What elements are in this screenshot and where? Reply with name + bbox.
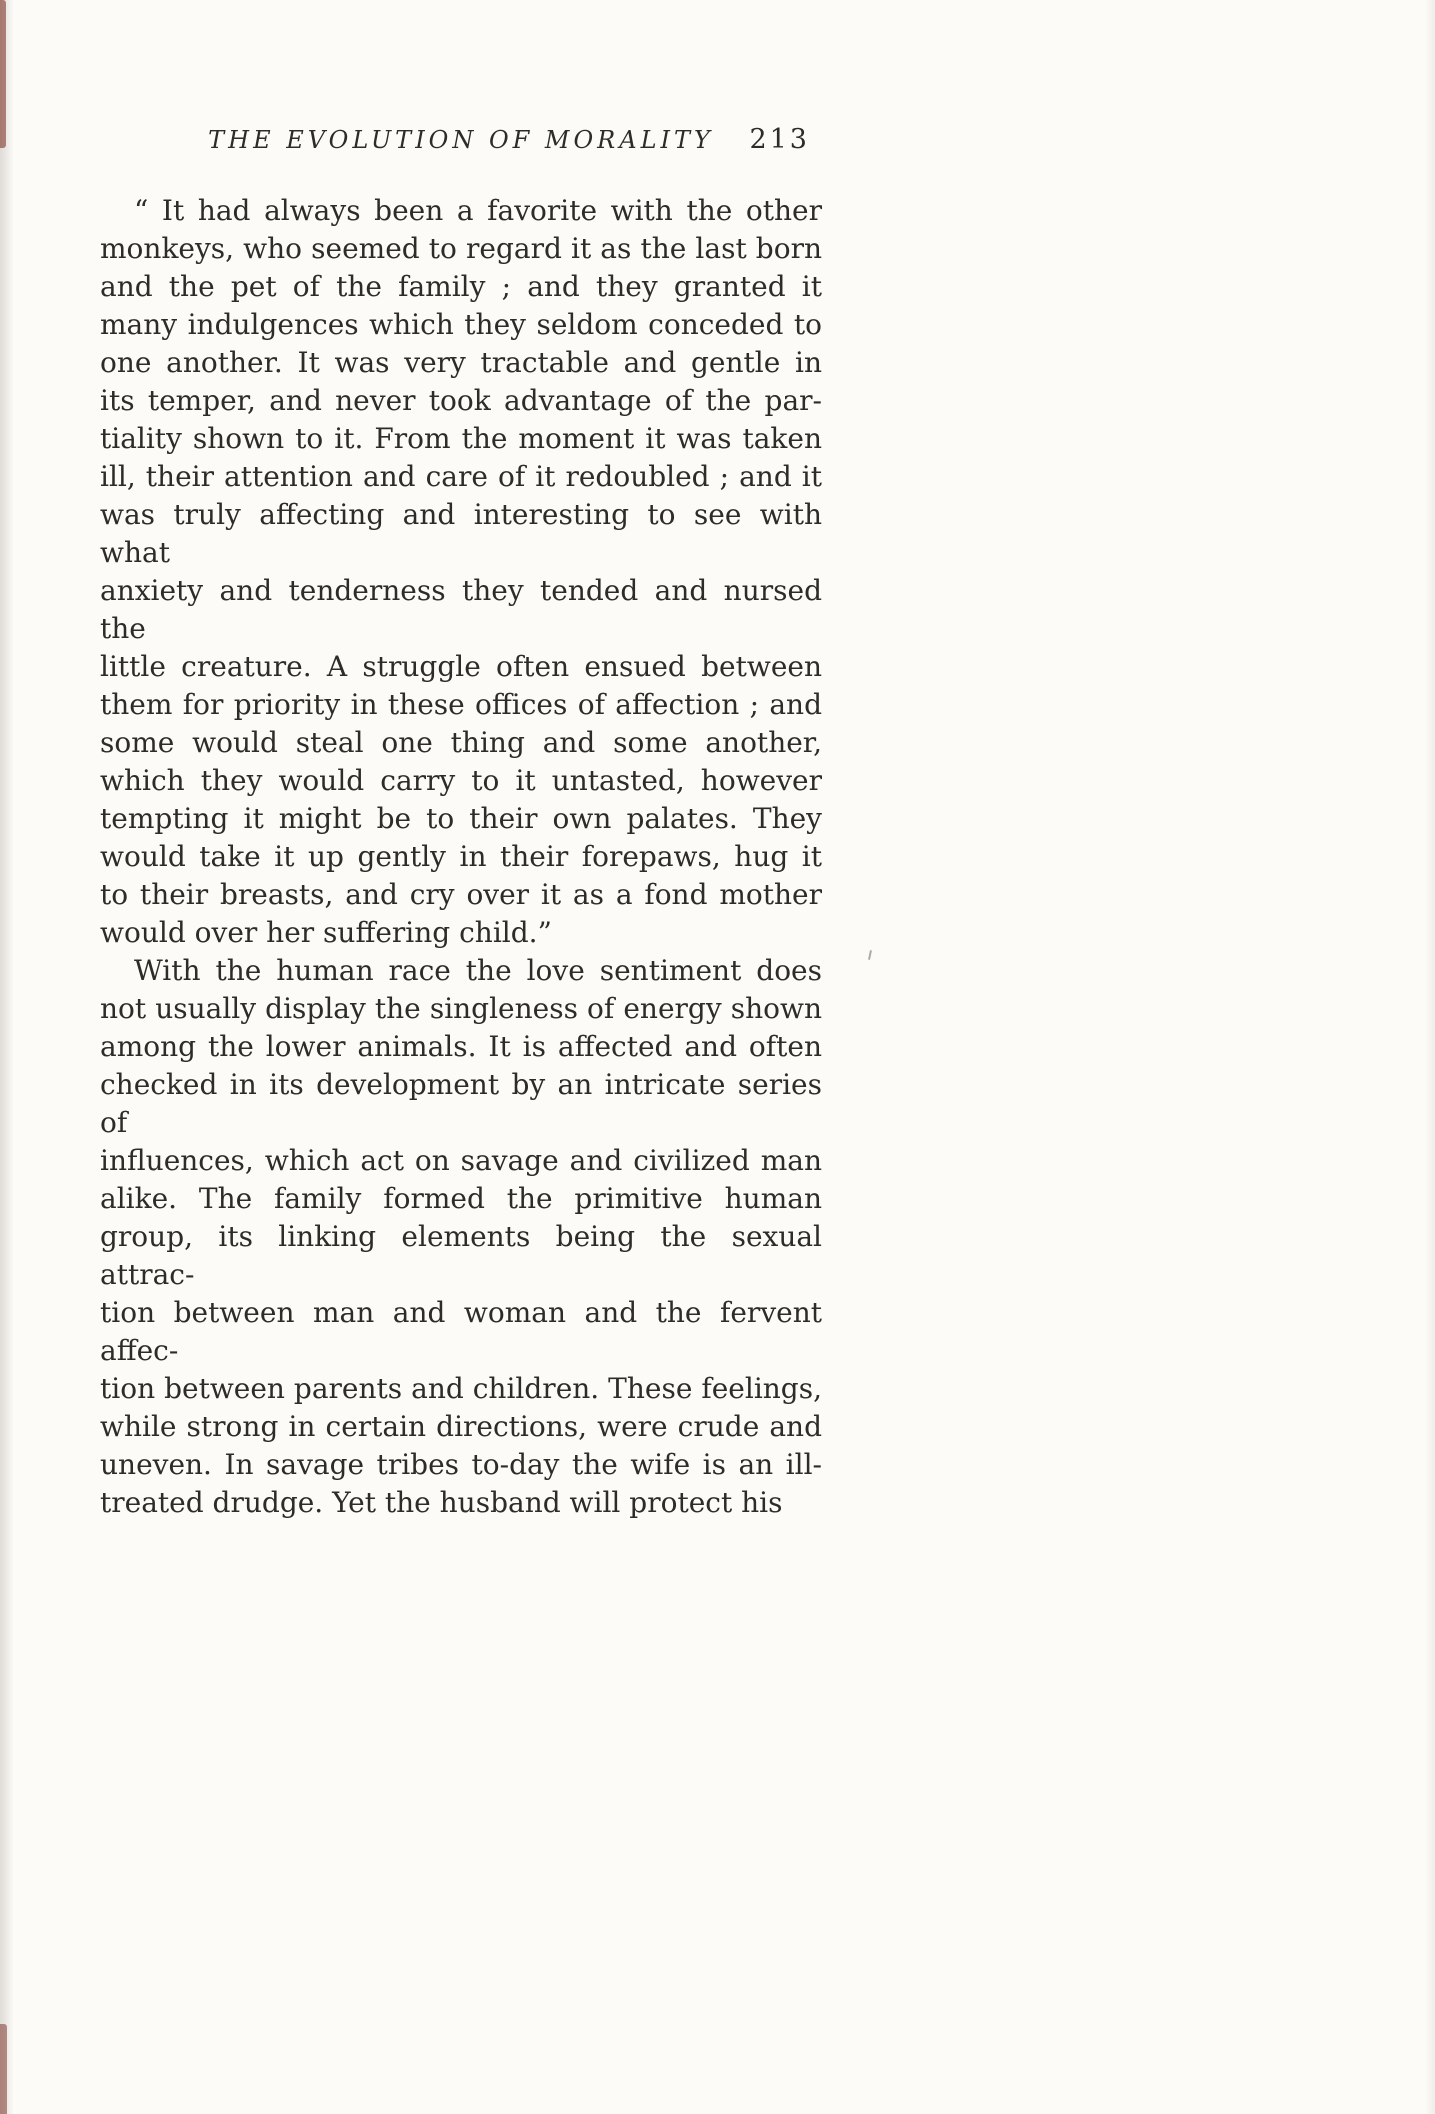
text-line: among the lower animals. It is affected and often	[100, 1030, 822, 1063]
text-line: which they would carry to it untasted, however	[100, 764, 822, 797]
text-line: while strong in certain directions, were crude and	[100, 1410, 822, 1443]
text-line: checked in its development by an intricate series of	[100, 1068, 822, 1139]
text-line: group, its linking elements being the sexual attrac-	[100, 1220, 822, 1291]
text-line: influences, which act on savage and civilized man	[100, 1144, 822, 1177]
paragraph	[100, 952, 822, 1522]
running-title: THE EVOLUTION OF MORALITY	[208, 126, 714, 154]
text-line: tiality shown to it. From the moment it was taken	[100, 422, 822, 455]
text-line: many indulgences which they seldom conceded to	[100, 308, 822, 341]
text-line: would take it up gently in their forepaws, hug it	[100, 840, 822, 873]
text-line: some would steal one thing and some another,	[100, 726, 822, 759]
text-line: would over her suffering child.”	[100, 916, 552, 949]
scan-speck	[868, 950, 872, 960]
text-line: uneven. In savage tribes to-day the wife is an ill-	[100, 1448, 822, 1481]
text-line: tion between parents and children. These feelings,	[100, 1372, 822, 1405]
text-line: “ It had always been a favorite with the other	[134, 194, 822, 227]
text-line: and the pet of the family ; and they granted it	[100, 270, 822, 303]
text-line: them for priority in these offices of affection ; and	[100, 688, 822, 721]
text-line: treated drudge. Yet the husband will protect his	[100, 1486, 783, 1519]
page-number: 213	[749, 124, 810, 155]
page-left-edge-shadow	[0, 0, 14, 2114]
binding-edge-mark-bottom	[0, 2024, 7, 2114]
page-right-edge-shadow	[1425, 0, 1435, 2114]
text-line: tempting it might be to their own palates. They	[100, 802, 822, 835]
page-header	[100, 126, 822, 168]
text-line: its temper, and never took advantage of the par-	[100, 384, 822, 417]
text-column	[100, 126, 822, 1522]
page-body	[100, 192, 822, 1522]
text-line: little creature. A struggle often ensued between	[100, 650, 822, 683]
text-line: anxiety and tenderness they tended and nursed the	[100, 574, 822, 645]
text-line: monkeys, who seemed to regard it as the last born	[100, 232, 822, 265]
text-line: was truly affecting and interesting to see with what	[100, 498, 822, 569]
text-line: one another. It was very tractable and gentle in	[100, 346, 822, 379]
text-line: not usually display the singleness of energy shown	[100, 992, 822, 1025]
text-line: ill, their attention and care of it redoubled ; and it	[100, 460, 822, 493]
text-line: With the human race the love sentiment does	[134, 954, 822, 987]
paragraph	[100, 192, 822, 952]
text-line: tion between man and woman and the fervent affec-	[100, 1296, 822, 1367]
binding-edge-mark-top	[0, 0, 6, 148]
text-line: alike. The family formed the primitive human	[100, 1182, 822, 1215]
text-line: to their breasts, and cry over it as a fond mother	[100, 878, 822, 911]
